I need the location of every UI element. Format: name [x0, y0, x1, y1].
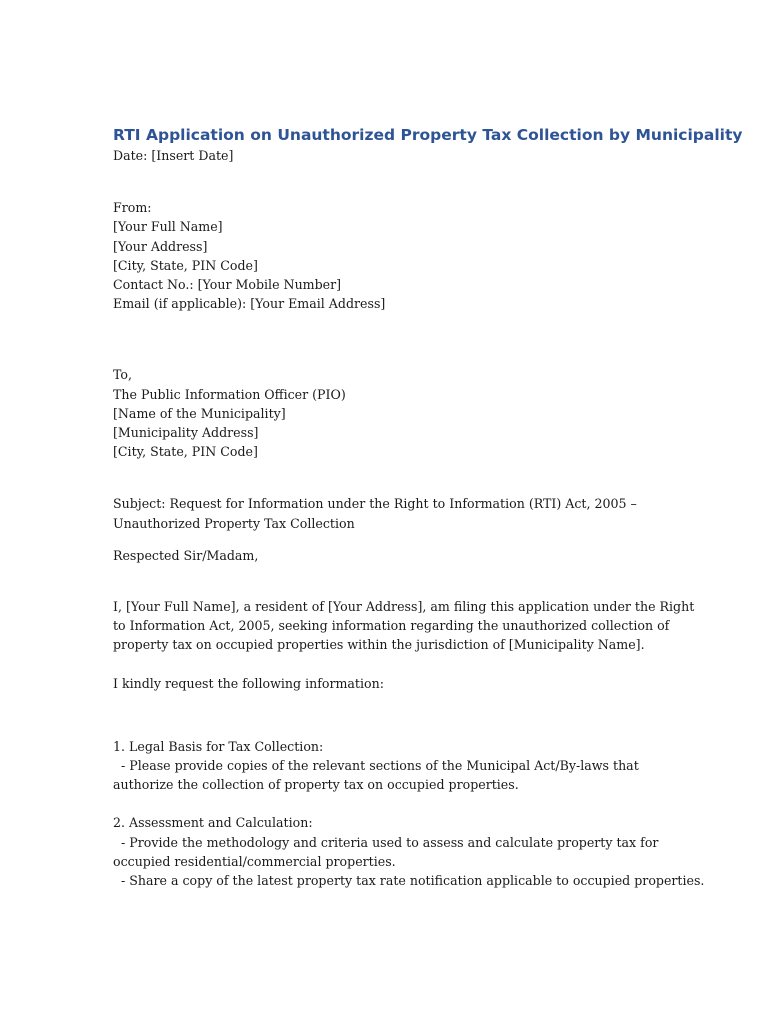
request-item-1: [113, 737, 673, 795]
from-contact: Contact No.: [Your Mobile Number]: [113, 277, 342, 293]
to-block: [113, 365, 673, 461]
subject-line-2: Unauthorized Property Tax Collection: [113, 515, 355, 531]
from-block: [113, 198, 673, 313]
to-address: [Municipality Address]: [113, 425, 259, 441]
from-city: [City, State, PIN Code]: [113, 257, 258, 273]
from-address: [Your Address]: [113, 238, 208, 254]
document-page: [113, 124, 743, 890]
request-intro: I kindly request the following information:: [113, 675, 384, 691]
subject-block: [113, 494, 673, 532]
subject-line-1: Subject: Request for Information under the Right to Information (RTI) Act, 2005 –: [113, 496, 637, 512]
salutation: Respected Sir/Madam,: [113, 547, 259, 563]
to-label: To,: [113, 367, 133, 383]
request-item-2: [113, 813, 705, 890]
body-line-1: I, [Your Full Name], a resident of [Your Address], am filing this application under the Right: [113, 599, 695, 615]
to-officer: The Public Information Officer (PIO): [113, 386, 346, 402]
to-municipality: [Name of the Municipality]: [113, 405, 286, 421]
item-point-line: - Please provide copies of the relevant sections of the Municipal Act/By-laws that: [121, 758, 639, 774]
date-line: Date: [Insert Date]: [113, 148, 234, 163]
item-heading: 1. Legal Basis for Tax Collection:: [113, 738, 324, 754]
document-title: RTI Application on Unauthorized Property Tax Collection by Municipality: [113, 126, 743, 144]
item-heading: 2. Assessment and Calculation:: [113, 815, 313, 831]
item-point-line: - Provide the methodology and criteria used to assess and calculate property tax for: [121, 834, 659, 850]
body-line-2: to Information Act, 2005, seeking information regarding the unauthorized collection of: [113, 618, 670, 634]
body-line-3: property tax on occupied properties within the jurisdiction of [Municipality Name].: [113, 637, 645, 653]
item-point-line: - Share a copy of the latest property tax rate notification applicable to occupied properties.: [121, 873, 705, 889]
item-point-line: occupied residential/commercial properties.: [113, 853, 396, 869]
from-email: Email (if applicable): [Your Email Address]: [113, 296, 386, 312]
from-label: From:: [113, 200, 152, 216]
from-name: [Your Full Name]: [113, 219, 223, 235]
to-city: [City, State, PIN Code]: [113, 444, 258, 460]
body-paragraph: [113, 597, 695, 655]
item-point-line: authorize the collection of property tax on occupied properties.: [113, 777, 519, 793]
